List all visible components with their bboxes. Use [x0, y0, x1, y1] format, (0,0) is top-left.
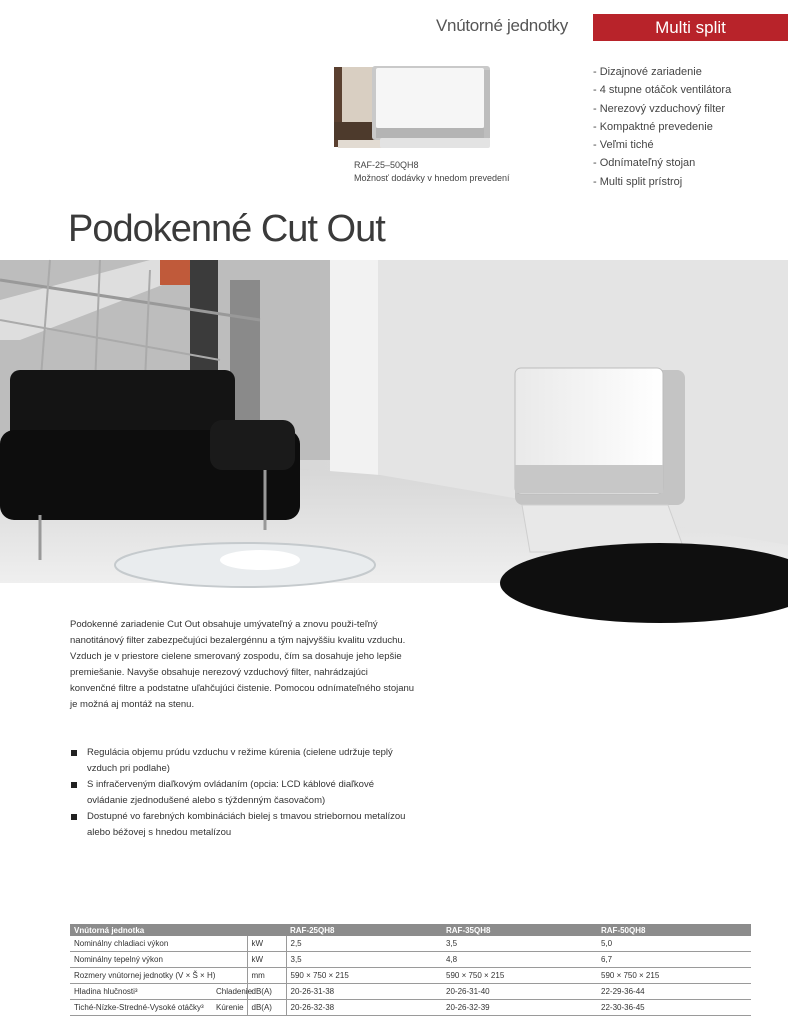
section-category: Vnútorné jednotky [436, 16, 568, 35]
table-cell: 22-29-36-44 [597, 984, 751, 1000]
row-unit: dB(A) [247, 984, 286, 1000]
feature-item: - Kompaktné prevedenie [593, 120, 713, 133]
table-cell: 3,5 [286, 952, 442, 968]
feature-item: - Multi split prístroj [593, 175, 683, 188]
feature-item: - Odnímateľný stojan [593, 157, 696, 170]
row-unit: kW [247, 936, 286, 952]
table-cell: 6,7 [597, 952, 751, 968]
table-cell: 590 × 750 × 215 [442, 968, 597, 984]
table-cell: 3,5 [442, 936, 597, 952]
table-header-model: RAF-35QH8 [442, 924, 597, 936]
category-badge: Multi split [593, 14, 788, 41]
table-row [70, 936, 751, 952]
table-row [70, 968, 751, 984]
row-label: Nominálny chladiaci výkon [70, 936, 212, 952]
feature-item: - 4 stupne otáčok ventilátora [593, 84, 732, 97]
table-header-model: RAF-25QH8 [286, 924, 442, 936]
benefit-item: Dostupné vo farebných kombináciách bielej s tmavou striebornou metalízou alebo béžovej s hnedou metalízou [70, 809, 415, 841]
row-unit: kW [247, 952, 286, 968]
feature-item: - Veľmi tiché [593, 139, 654, 152]
row-unit: dB(A) [247, 1000, 286, 1016]
feature-item: - Dizajnové zariadenie [593, 66, 702, 78]
feature-list [593, 63, 731, 191]
row-label: Tiché-Nízke-Stredné-Vysoké otáčky³ [70, 1000, 212, 1016]
table-cell: 20-26-31-40 [442, 984, 597, 1000]
row-label: Nominálny tepelný výkon [70, 952, 212, 968]
spec-table [70, 924, 751, 1016]
hero-photo [0, 260, 788, 583]
row-sublabel [212, 952, 247, 968]
row-label: Rozmery vnútornej jednotky (V × Š × H) [70, 968, 212, 984]
feature-item: - Nerezový vzduchový filter [593, 102, 726, 115]
table-cell: 590 × 750 × 215 [286, 968, 442, 984]
page-title: Podokenné Cut Out [68, 208, 385, 250]
product-thumbnail-image [332, 64, 496, 154]
row-sublabel [212, 968, 247, 984]
table-cell: 20-26-32-39 [442, 1000, 597, 1016]
row-label: Hladina hlučnosti³ [70, 984, 212, 1000]
product-note: Možnosť dodávky v hnedom prevedení [354, 173, 510, 183]
table-row [70, 952, 751, 968]
table-cell: 590 × 750 × 215 [597, 968, 751, 984]
intro-paragraph: Podokenné zariadenie Cut Out obsahuje umývateľný a znovu použi-teľný nanotitánový filter zabezpečujúci bezalergénnu a tým najvyššiu kvalitu vzduchu. Vzduch je v priestore cielene smerovaný zospodu, čím sa dosahuje jeho lepšie premiešanie. Navyše obsahuje nerezový vzduchový filter, nahrádzajúci konvenčné filtre a podstatne uľahčujúci čistenie. Pomocou odnímateľného stojanu je možná aj montáž na stenu. [70, 619, 415, 710]
row-sublabel: Kúrenie [212, 1000, 247, 1016]
table-cell: 20-26-32-38 [286, 1000, 442, 1016]
table-row [70, 984, 751, 1000]
row-sublabel [212, 936, 247, 952]
table-cell: 22-30-36-45 [597, 1000, 751, 1016]
table-header-label: Vnútorná jednotka [70, 924, 286, 936]
benefit-item: Regulácia objemu prúdu vzduchu v režime kúrenia (cielene udržuje teplý vzduch pri podlahe) [70, 745, 415, 777]
table-row [70, 1000, 751, 1016]
benefit-list [70, 745, 415, 841]
row-unit: mm [247, 968, 286, 984]
table-header-model: RAF-50QH8 [597, 924, 751, 936]
benefit-item: S infračerveným diaľkovým ovládaním (opcia: LCD káblové diaľkové ovládanie zjednodušené alebo s týždenným časovačom) [70, 777, 415, 809]
row-sublabel: Chladenie [212, 984, 247, 1000]
table-cell: 5,0 [597, 936, 751, 952]
table-cell: 20-26-31-38 [286, 984, 442, 1000]
table-cell: 2,5 [286, 936, 442, 952]
product-model: RAF-25–50QH8 [354, 160, 419, 170]
table-cell: 4,8 [442, 952, 597, 968]
table-header-row [70, 924, 751, 936]
